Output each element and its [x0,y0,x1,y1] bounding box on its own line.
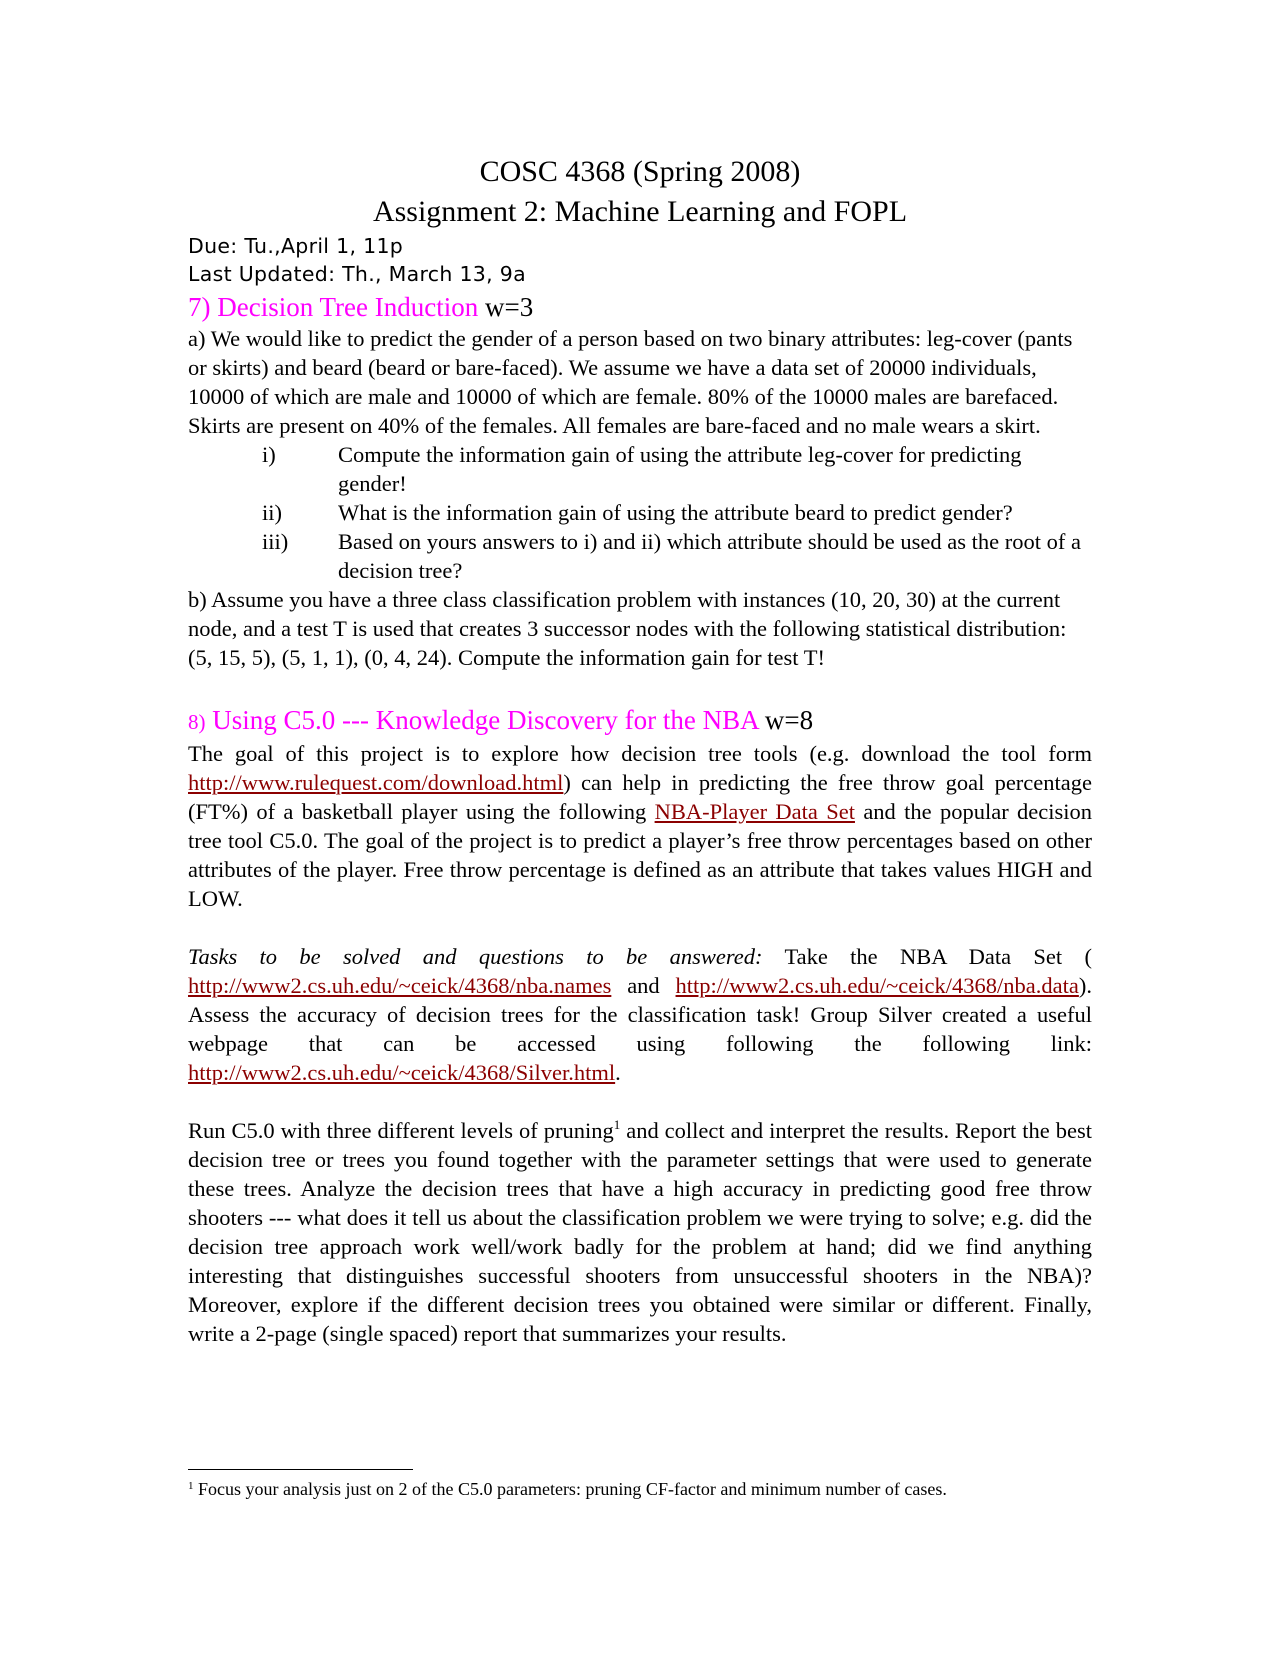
document-body [188,152,1092,1348]
question-marker: iii) [262,529,289,554]
footnote [188,1478,1092,1500]
tasks-text: and [627,973,660,998]
intro-text: ) can help in predicting the free throw goal percentage (FT%) of a basketball player using the following [188,770,1092,824]
due-date: Due: Tu.,April 1, 11p [188,234,404,258]
section-8-run [188,1116,1092,1348]
question-marker: i) [262,442,276,467]
rulequest-link[interactable]: http://www.rulequest.com/download.html [188,770,564,795]
question-item [188,527,1092,585]
section-7-part-a: a) We would like to predict the gender of a person based on two binary attributes: leg-cover (pants or skirts) and beard (beard or bare-faced). We assume we have a data set of 20000 individuals, 10000 of which are male and 10000 of which are female. 80% of the 10000 males are barefaced. Skirts are present on 40% of the females. All females are bare-faced and no male wears a skirt. [188,326,1073,438]
assignment-title: Assignment 2: Machine Learning and FOPL [372,195,908,228]
footnote-number: 1 [188,1480,194,1492]
tasks-label: Tasks to be solved and questions to be answered: [188,944,763,969]
section-8-title: Using C5.0 --- Knowledge Discovery for the NBA [212,705,759,735]
footnote-separator [188,1469,413,1470]
section-7-heading [188,290,1092,324]
section-7-questions [188,440,1092,585]
nba-data-link[interactable]: http://www2.cs.uh.edu/~ceick/4368/nba.data [675,973,1079,998]
section-8-intro [188,739,1092,913]
question-item [188,440,1092,498]
section-8-tasks [188,942,1092,1087]
silver-link[interactable]: http://www2.cs.uh.edu/~ceick/4368/Silver.html [188,1060,616,1085]
question-item [188,498,1092,527]
section-7-weight: w=3 [484,292,534,322]
tasks-text: . [615,1060,621,1085]
section-8-weight: w=8 [764,705,814,735]
section-7-title: 7) Decision Tree Induction [188,292,479,322]
nba-dataset-link[interactable]: NBA-Player Data Set [654,799,855,824]
intro-text: and the popular decision tree tool C5.0. The goal of the project is to predict a player’s free throw percentages based on other attributes of the player. Free throw percentage is defined as an attribute that takes values HIGH and LOW. [188,799,1093,911]
footnote-text: Focus your analysis just on 2 of the C5.0 parameters: pruning CF-factor and minimum number of cases. [198,1479,947,1499]
section-8-number: 8) [188,710,206,734]
section-7-part-b: b) Assume you have a three class classification problem with instances (10, 20, 30) at the current node, and a test T is used that creates 3 successor nodes with the following statistical distribution: (5, 15, 5), (5, 1, 1), (0, 4, 24). Compute the information gain for test T! [188,587,1067,670]
course-title: COSC 4368 (Spring 2008) [479,155,801,188]
intro-text: The goal of this project is to explore how decision tree tools (e.g. download the tool form [188,741,1092,766]
question-marker: ii) [262,500,282,525]
tasks-text: Take the NBA Data Set ( [784,944,1093,969]
footnote-ref: 1 [613,1117,621,1132]
nba-names-link[interactable]: http://www2.cs.uh.edu/~ceick/4368/nba.names [188,973,612,998]
run-text: and collect and interpret the results. Report the best decision tree or trees you found together with the parameter settings that were used to generate these trees. Analyze the decision trees that have a high accuracy in predicting good free throw shooters --- what does it tell us about the classification problem we were trying to solve; e.g. did the decision tree approach work well/work badly for the problem at hand; did we find anything interesting that distinguishes successful shooters from unsuccessful shooters in the NBA)? Moreover, explore if the different decision trees you obtained were similar or different. Finally, write a 2-page (single spaced) report that summarizes your results. [188,1118,1092,1346]
question-text: What is the information gain of using the attribute beard to predict gender? [338,500,1013,525]
tasks-text: ). Assess the accuracy of decision trees for the classification task! Group Silver created a useful webpage that can be accessed using following the following link: [188,973,1092,1056]
last-updated: Last Updated: Th., March 13, 9a [188,262,526,286]
question-text: Compute the information gain of using the attribute leg-cover for predicting gender! [338,442,1022,496]
section-8-heading [188,703,1092,739]
question-text: Based on yours answers to i) and ii) which attribute should be used as the root of a decision tree? [338,529,1081,583]
run-text: Run C5.0 with three different levels of pruning [188,1118,614,1143]
